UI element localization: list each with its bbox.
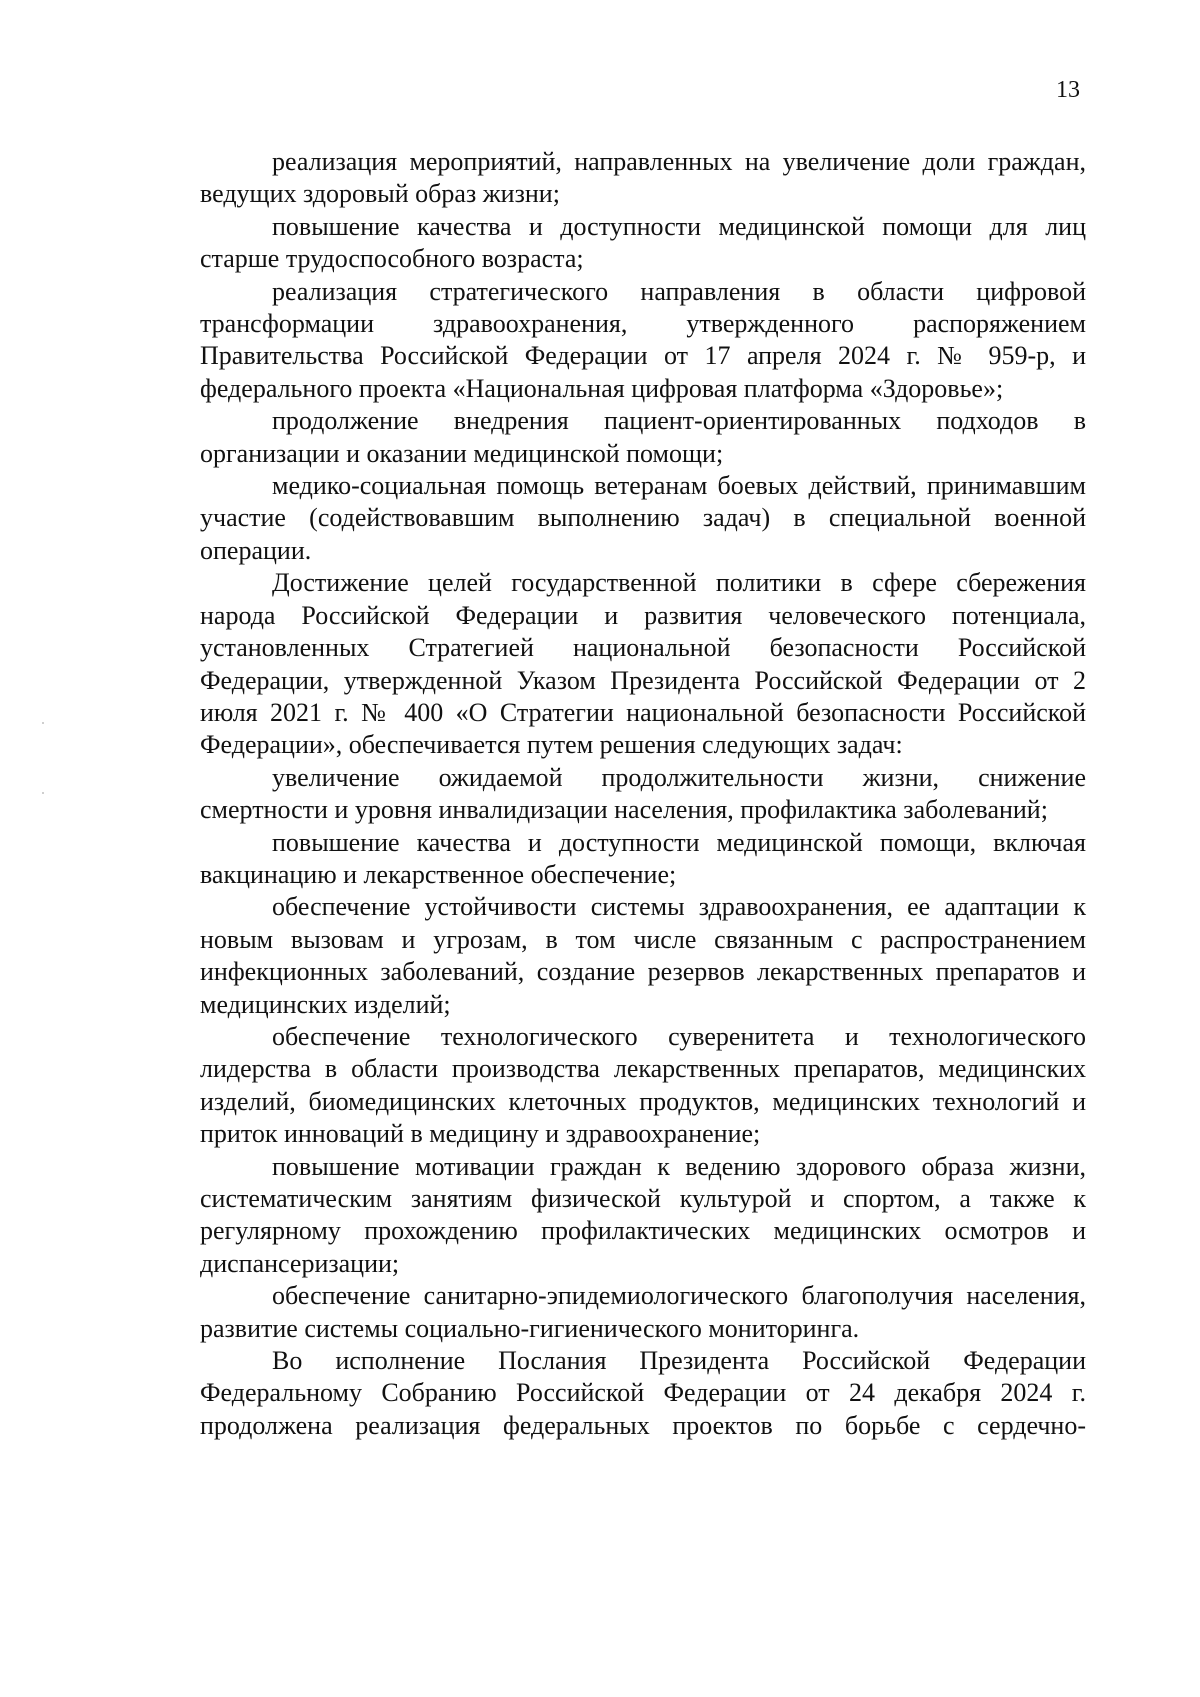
- paragraph: Во исполнение Послания Президента Российской Федерации Федеральному Собранию Российской Федерации от 24 декабря 2024 г. продолжена реализация федеральных проектов по борьбе с сердечно-: [200, 1346, 1086, 1440]
- scan-speck: [42, 722, 44, 724]
- paragraph: продолжение внедрения пациент-ориентированных подходов в организации и оказании медицинской помощи;: [200, 406, 1086, 468]
- paragraph: повышение качества и доступности медицинской помощи для лиц старше трудоспособного возраста;: [200, 211, 1086, 274]
- paragraph: увеличение ожидаемой продолжительности жизни, снижение смертности и уровня инвалидизации населения, профилактика заболеваний;: [200, 762, 1086, 825]
- scan-speck: [42, 792, 44, 794]
- paragraph: обеспечение санитарно-эпидемиологического благополучия населения, развитие системы социально-гигиенического мониторинга.: [200, 1281, 1086, 1343]
- paragraph: реализация стратегического направления в области цифровой трансформации здравоохранения, утвержденного распоряжением Правительства Российской Федерации от 17 апреля 2024 г. № 959-р, и федерального проекта «Национальная цифровая платформа «Здоровье»;: [200, 276, 1086, 403]
- paragraph: обеспечение устойчивости системы здравоохранения, ее адаптации к новым вызовам и угрозам, в том числе связанным с распространением инфекционных заболеваний, создание резервов лекарственных препаратов и медицинских изделий;: [200, 892, 1086, 1019]
- paragraph: повышение качества и доступности медицинской помощи, включая вакцинацию и лекарственное обеспечение;: [200, 827, 1086, 889]
- document-body: [200, 146, 1086, 1442]
- paragraph: медико-социальная помощь ветеранам боевых действий, принимавшим участие (содействовавшим выполнению задач) в специальной военной операции.: [200, 471, 1086, 565]
- page-number: 13: [1056, 77, 1080, 103]
- paragraph: повышение мотивации граждан к ведению здорового образа жизни, систематическим занятиям физической культурой и спортом, а также к регулярному прохождению профилактических медицинских осмотров и диспансеризации;: [200, 1151, 1086, 1278]
- paragraph: Достижение целей государственной политики в сфере сбережения народа Российской Федерации и развития человеческого потенциала, установленных Стратегией национальной безопасности Российской Федерации, утвержденной Указом Президента Российской Федерации от 2 июля 2021 г. № 400 «О Стратегии национальной безопасности Российской Федерации», обеспечивается путем решения следующих задач:: [200, 568, 1086, 760]
- paragraph: обеспечение технологического суверенитета и технологического лидерства в области производства лекарственных препаратов, медицинских изделий, биомедицинских клеточных продуктов, медицинских технологий и приток инноваций в медицину и здравоохранение;: [200, 1021, 1086, 1149]
- paragraph: реализация мероприятий, направленных на увеличение доли граждан, ведущих здоровый образ жизни;: [200, 147, 1086, 209]
